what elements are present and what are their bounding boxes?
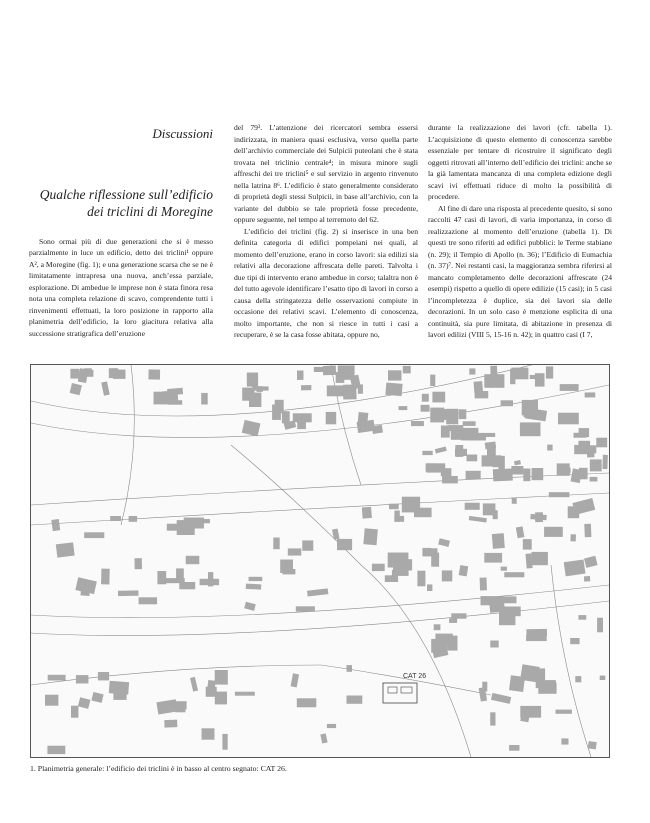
building-block	[394, 511, 399, 522]
building-block	[113, 689, 126, 700]
building-block	[175, 706, 185, 712]
building-block	[414, 508, 432, 518]
building-block	[399, 406, 408, 410]
building-block	[484, 374, 504, 388]
figure-caption: 1. Planimetria generale: l’edificio dei triclini è in basso al centro segnato: CAT 26.	[30, 764, 287, 773]
building-block	[463, 421, 476, 426]
building-block	[301, 385, 311, 390]
road-line	[121, 365, 134, 525]
building-block	[466, 436, 486, 440]
building-blocks	[45, 365, 608, 754]
building-block	[426, 463, 445, 472]
building-block	[297, 698, 317, 707]
building-block	[564, 559, 586, 576]
building-block	[411, 421, 424, 426]
building-block	[570, 638, 579, 644]
building-block	[474, 381, 483, 392]
building-block	[307, 588, 328, 596]
building-block	[520, 706, 541, 718]
building-block	[485, 441, 496, 449]
building-block	[532, 552, 548, 565]
building-block	[148, 369, 160, 379]
building-block	[272, 405, 281, 420]
building-block	[490, 366, 497, 376]
building-block	[467, 455, 478, 462]
building-block	[451, 429, 464, 440]
building-block	[584, 524, 591, 538]
building-block	[293, 413, 312, 422]
building-block	[530, 375, 538, 379]
section-title: Discussioni	[152, 126, 213, 141]
building-block	[523, 539, 532, 550]
building-block	[291, 673, 300, 687]
text-column-3	[428, 122, 612, 341]
building-block	[557, 463, 570, 475]
building-block	[516, 526, 525, 538]
building-block	[372, 425, 383, 434]
text-column-2	[234, 122, 418, 341]
building-block	[532, 468, 544, 480]
target-building-cat-26	[383, 673, 426, 703]
building-block	[442, 476, 458, 483]
building-block	[475, 391, 489, 398]
building-block	[579, 428, 590, 437]
building-block	[362, 507, 372, 519]
building-block	[327, 724, 336, 728]
building-block	[129, 516, 138, 522]
building-block	[135, 558, 142, 569]
building-block	[514, 460, 521, 465]
building-block	[235, 692, 255, 696]
body-paragraph: durante la realizzazione dei lavori (cfr. tabella 1). L’acquisizione di questo elemento di conoscenza sarebbe essenziale per tentare di ricostruire il significato degli oggetti ritrovati all’interno dell’edificio dei triclini: anche se la già lamentata mancanza di una completa edizione degli scavi ivi effettuati riduce di molto la possibilità di procedere.	[428, 123, 612, 201]
building-block	[47, 746, 65, 754]
building-block	[469, 368, 475, 374]
building-block	[596, 438, 607, 448]
building-block	[118, 590, 138, 596]
building-block	[392, 570, 409, 576]
building-block	[590, 459, 602, 471]
building-block	[501, 567, 507, 571]
building-block	[459, 409, 467, 419]
building-block	[442, 570, 453, 581]
road-line	[551, 565, 591, 757]
building-block	[547, 445, 552, 451]
building-block	[422, 548, 431, 557]
building-block	[597, 618, 603, 633]
building-block	[327, 385, 345, 396]
building-block	[484, 553, 502, 563]
target-building-room	[401, 687, 412, 693]
building-block	[101, 569, 110, 585]
building-block	[252, 386, 268, 390]
building-block	[190, 677, 198, 692]
building-block	[446, 409, 458, 425]
building-block	[249, 577, 263, 581]
building-block	[282, 411, 290, 423]
building-block	[447, 636, 457, 651]
building-block	[584, 576, 590, 582]
building-block	[465, 503, 480, 510]
building-block	[70, 383, 82, 395]
building-block	[451, 613, 466, 618]
building-block	[483, 503, 496, 515]
building-block	[526, 635, 547, 641]
building-block	[578, 615, 586, 620]
building-block	[481, 596, 500, 605]
building-block	[431, 548, 438, 556]
building-block	[499, 610, 515, 625]
road-line	[31, 473, 609, 505]
body-paragraph: del 79³. L’attenzione dei ricercatori sembra essersi indirizzata, in maniera quasi esclusiva, verso quella parte dell’archivio commerciale dei Sulpicii puteolani che è stata trovata nel triclinio centrale⁴; in misura minore sugli affreschi dei tre triclini⁵ e sul servizio in argento rinvenuto nella latrina 8⁶. L’edificio è stato generalmente considerato di proprietà degli stessi Sulpicii, in base all’archivio, con la variante del dubbio se tale proprietà fosse precedente, oppure seguente, nel tempo al terremoto del 62.	[234, 123, 418, 224]
building-block	[186, 556, 200, 564]
building-block	[70, 369, 79, 379]
building-block	[314, 367, 327, 372]
building-block	[556, 710, 572, 714]
building-block	[585, 392, 596, 397]
building-block	[587, 449, 595, 458]
building-block	[422, 394, 429, 402]
building-block	[432, 392, 445, 403]
building-block	[45, 695, 58, 706]
building-block	[139, 597, 158, 604]
building-block	[222, 734, 227, 750]
body-paragraph: Sono ormai più di due generazioni che si è messo parzialmente in luce un edificio, detto dei triclini¹ oppure A², a Moregine (fig. 1); e una generazione scarsa che se ne è limitatamente intrapresa una nuova, anch’essa parziale, esplorazione. Di ambedue le imprese non è stata finora resa nota una completa relazione di scavo, comprendente tutti i rinvenimenti effettuati, la loro posizione in rapporto alla planimetria dell’edificio, la loro giacitura relativa alla successione stratigrafica dell’eruzione	[29, 236, 213, 338]
building-block	[297, 422, 306, 430]
building-block	[524, 407, 537, 417]
building-block	[280, 560, 293, 574]
building-block	[438, 538, 450, 547]
building-block	[202, 728, 215, 739]
building-block	[385, 383, 402, 397]
building-block	[320, 733, 327, 743]
building-block	[490, 641, 498, 648]
article-title	[29, 186, 213, 220]
building-block	[91, 692, 103, 703]
building-block	[434, 624, 441, 630]
map-label-cat-26: CAT 26	[403, 673, 427, 680]
building-block	[432, 408, 447, 420]
building-block	[511, 466, 523, 475]
building-block	[326, 412, 337, 424]
building-block	[600, 676, 606, 680]
building-block	[347, 696, 363, 704]
building-block	[575, 676, 581, 682]
building-block	[288, 548, 302, 555]
building-block	[357, 412, 368, 427]
building-block	[480, 577, 487, 590]
building-block	[273, 538, 279, 550]
building-block	[544, 527, 563, 537]
building-block	[546, 366, 553, 378]
building-block	[81, 585, 91, 596]
building-block	[490, 712, 495, 725]
building-block	[363, 528, 377, 545]
building-block	[560, 384, 579, 391]
building-block	[501, 400, 513, 406]
building-block	[242, 420, 261, 436]
building-block	[393, 559, 412, 570]
building-block	[206, 687, 217, 697]
building-block	[526, 553, 533, 568]
building-block	[157, 571, 166, 584]
building-block	[549, 492, 570, 497]
building-block	[200, 579, 220, 585]
building-block	[512, 497, 517, 503]
building-block	[154, 392, 173, 405]
building-block	[247, 373, 258, 387]
building-block	[469, 516, 487, 523]
building-block	[71, 706, 78, 718]
building-block	[504, 572, 524, 577]
building-block	[101, 381, 110, 395]
site-plan-map	[31, 365, 609, 757]
building-block	[417, 571, 425, 587]
building-block	[579, 468, 588, 480]
building-block	[156, 699, 177, 714]
building-block	[509, 745, 519, 751]
building-block	[449, 618, 457, 623]
road-line	[361, 565, 471, 757]
building-block	[337, 539, 352, 550]
building-block	[302, 540, 313, 550]
building-block	[492, 533, 505, 549]
building-block	[56, 542, 75, 557]
building-block	[244, 602, 256, 611]
building-block	[177, 520, 195, 535]
building-block	[372, 564, 385, 571]
building-block	[509, 675, 525, 692]
building-block	[430, 375, 435, 386]
building-block	[493, 468, 513, 481]
building-block	[164, 720, 177, 728]
building-block	[403, 366, 411, 374]
building-block	[201, 393, 208, 405]
building-block	[78, 697, 91, 709]
building-block	[389, 504, 399, 510]
building-block	[535, 512, 543, 522]
building-block	[520, 422, 541, 436]
building-block	[215, 670, 228, 685]
building-block	[558, 413, 579, 425]
building-block	[491, 693, 511, 704]
building-block	[110, 516, 121, 521]
target-building-room	[388, 687, 397, 693]
building-block	[347, 665, 353, 672]
building-block	[482, 455, 502, 466]
building-block	[421, 405, 430, 412]
article-title-line-2: dei triclini di Moregine	[87, 203, 213, 219]
building-block	[574, 445, 587, 454]
building-block	[602, 455, 608, 469]
building-block	[358, 384, 363, 393]
building-block	[388, 370, 402, 380]
building-block	[570, 534, 576, 541]
building-block	[84, 532, 104, 538]
building-block	[584, 556, 598, 568]
building-block	[435, 446, 447, 453]
building-block	[179, 582, 195, 589]
road-line	[31, 601, 609, 636]
building-block	[590, 477, 598, 482]
building-block	[76, 675, 89, 683]
building-block	[336, 372, 345, 383]
building-block	[109, 368, 118, 378]
text-column-1	[29, 124, 213, 339]
building-block	[588, 741, 597, 749]
building-block	[466, 471, 481, 479]
building-block	[572, 498, 595, 515]
building-block	[98, 672, 109, 680]
site-plan-figure	[30, 364, 610, 758]
building-block	[561, 738, 568, 744]
building-block	[385, 575, 398, 582]
building-block	[455, 445, 463, 457]
building-block	[246, 584, 262, 590]
article-title-line-1: Qualche riflessione sull’edificio	[39, 186, 213, 202]
building-block	[523, 469, 530, 482]
building-block	[297, 371, 304, 380]
building-block	[510, 369, 515, 385]
building-block	[296, 606, 315, 611]
building-block	[48, 675, 66, 681]
road-line	[31, 665, 321, 685]
body-paragraph: Al fine di dare una risposta al precedente quesito, si sono raccolti 47 casi di lavori, di varia importanza, in corso di realizzazione al momento dell’eruzione (tabella 1). Di questi tre sono riferiti ad edifici pubblici: le Terme stabiane (n. 29); il Tempio di Apollo (n. 36); l’Edificio di Eumachia (n. 37)⁷. Nei restanti casi, la maggioranza sembra riferirsi al mancato completamento delle decorazioni affrescate (24 esempi) rispetto a quello di opere edilizie (15 casi); in 5 casi l’incompletezza è duplice, sia dei lavori sia delle decorazioni. In un solo caso è menzione esplicita di una continuità, sia pure limitata, di abitazione in presenza di lavori edilizi (VIII 5, 15-16 n. 42); in quattro casi (I 7,	[428, 203, 612, 339]
building-block	[51, 519, 60, 531]
building-block	[427, 584, 432, 591]
building-block	[422, 451, 432, 455]
building-block	[332, 528, 340, 539]
building-block	[459, 565, 468, 576]
body-paragraph: L’edificio dei triclini (fig. 2) si inserisce in una ben definita categoria di edifici pompeiani nei quali, al momento dell’eruzione, erano in corso lavori: sia edilizi sia relativi alla decorazione affrescata delle pareti. Talvolta i due tipi di intervento erano ambedue in corso; talaltra non è del tutto agevole identificare l’esatto tipo di lavori in corso a causa della stringatezza delle osservazioni compiute in occasione dei relativi scavi. L’elemento di conoscenza, molto importante, che non si riesce in tutti i casi a recuperare, è se la casa fosse abitata, oppure no,	[234, 226, 418, 339]
